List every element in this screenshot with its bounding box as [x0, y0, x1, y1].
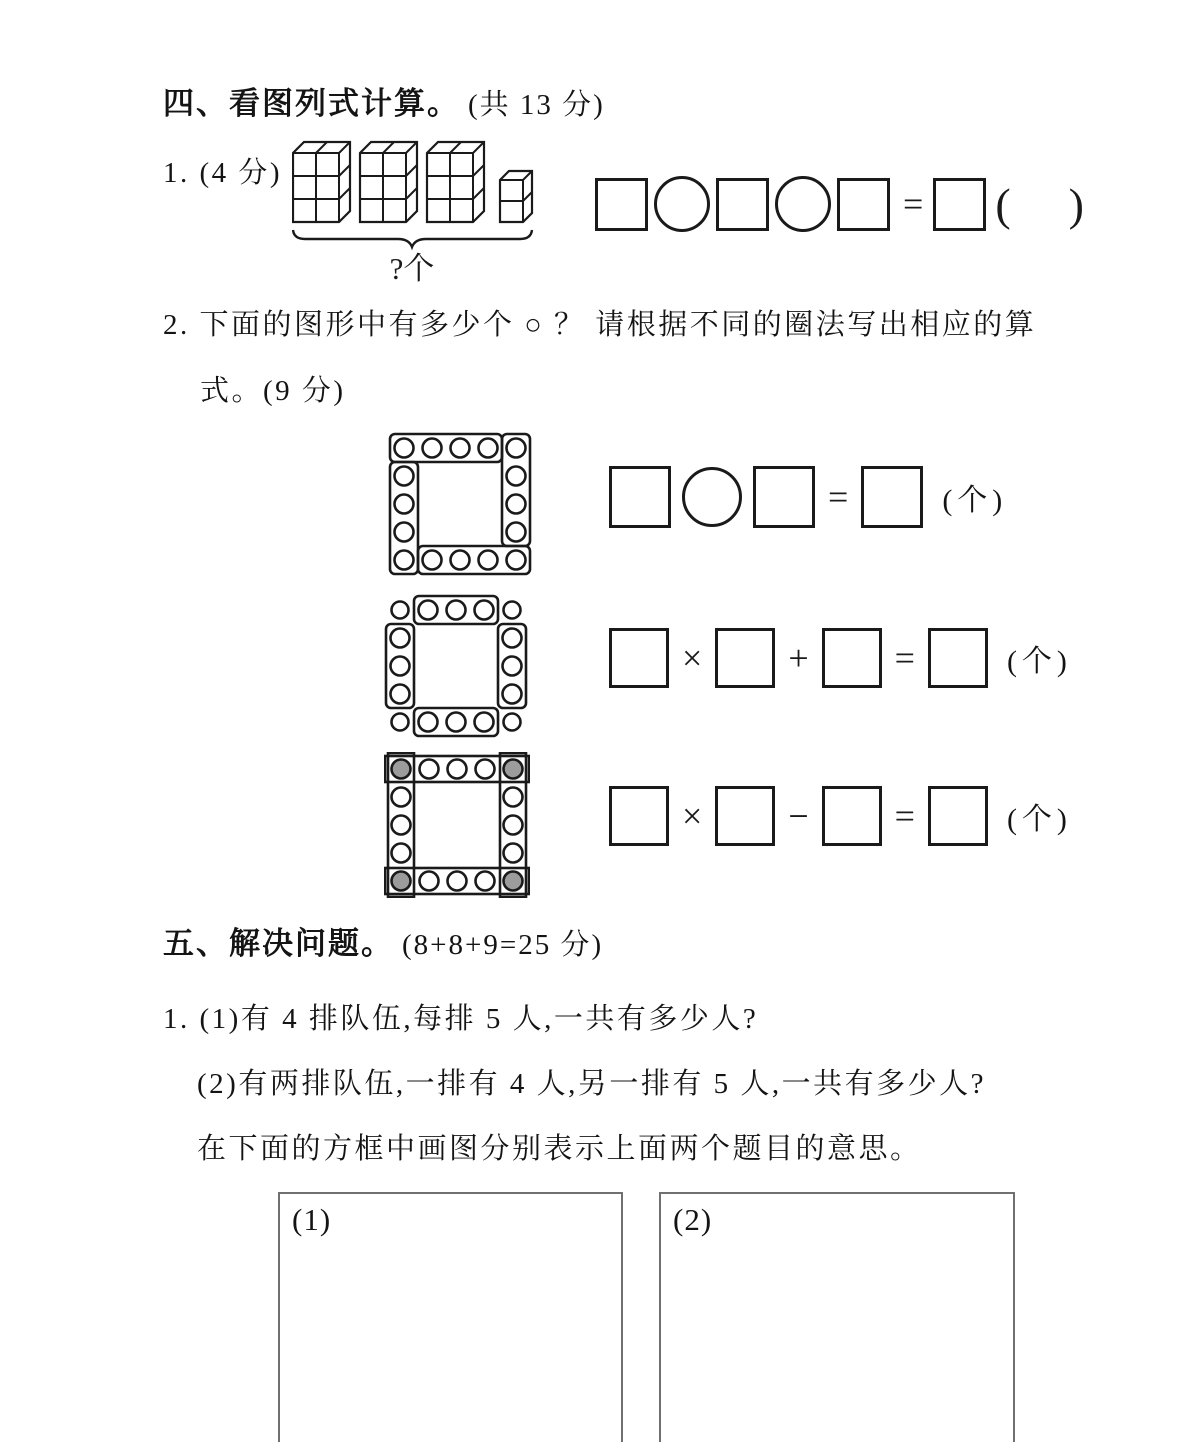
answer-box[interactable] [822, 628, 882, 688]
drawing-box-2[interactable] [659, 1192, 1015, 1442]
answer-box[interactable] [837, 178, 890, 231]
equals-sign: = [828, 477, 849, 517]
cube-block-large-2 [360, 142, 417, 222]
circles [395, 439, 526, 570]
result-box[interactable] [928, 628, 988, 688]
equals-sign: = [894, 638, 915, 678]
q1-part2-text: (2)有两排队伍,一排有 4 人,另一排有 5 人,一共有多少人? [197, 1068, 986, 1100]
cube-block-large-3 [427, 142, 484, 222]
drawing-box-1-label: (1) [292, 1202, 332, 1237]
plus-sign: + [788, 638, 809, 678]
cube-block-large-1 [293, 142, 350, 222]
answer-box[interactable] [609, 466, 671, 528]
q2-text-line2: 式。(9 分) [200, 375, 346, 407]
section5-header [163, 918, 603, 963]
times-sign: × [682, 638, 703, 678]
close-paren: ) [1068, 178, 1084, 230]
circle-grid-figure-sides [384, 594, 529, 739]
answer-box[interactable] [595, 178, 648, 231]
q1-instruction-text: 在下面的方框中画图分别表示上面两个题目的意思。 [197, 1133, 922, 1165]
cube-blocks-figure [292, 140, 544, 286]
answer-box[interactable] [753, 466, 815, 528]
section4-title: 四、看图列式计算。 [163, 86, 460, 121]
answer-box[interactable] [822, 786, 882, 846]
brace-label: ?个 [389, 251, 435, 286]
circle-grid-figure-overlap [384, 752, 530, 898]
section5-score: (8+8+9=25 分) [402, 929, 604, 961]
answer-box[interactable] [609, 628, 669, 688]
q2-text-line1: 2. 下面的图形中有多少个 ○ ？ 请根据不同的圈法写出相应的算 [163, 309, 1037, 341]
operation-circle[interactable] [682, 467, 742, 527]
answer-box[interactable] [715, 628, 775, 688]
q2-equation-2 [606, 628, 1072, 688]
unit-label: (个) [1006, 803, 1072, 836]
minus-sign: − [788, 796, 809, 836]
q1-equation [592, 176, 1084, 232]
answer-box[interactable] [716, 178, 769, 231]
cube-block-small [500, 171, 532, 222]
open-paren: ( [995, 178, 1011, 230]
section5-title: 五、解决问题。 [163, 926, 394, 961]
circles [391, 601, 522, 732]
circle-grid-figure-pinwheel [388, 432, 533, 577]
drawing-box-1[interactable] [278, 1192, 623, 1442]
unit-label: (个) [942, 484, 1008, 517]
drawing-box-2-label: (2) [673, 1202, 713, 1237]
answer-box[interactable] [609, 786, 669, 846]
equals-sign: = [903, 184, 924, 224]
answer-box[interactable] [715, 786, 775, 846]
q2-equation-1 [606, 466, 1007, 528]
unit-label: (个) [1006, 645, 1072, 678]
section4-score: (共 13 分) [468, 89, 605, 121]
brace [293, 230, 532, 247]
times-sign: × [682, 796, 703, 836]
result-box[interactable] [933, 178, 986, 231]
result-box[interactable] [861, 466, 923, 528]
result-box[interactable] [928, 786, 988, 846]
section4-header [163, 78, 605, 123]
equals-sign: = [894, 796, 915, 836]
q1-label: 1. (4 分) [163, 157, 283, 189]
q1-part1-text: 1. (1)有 4 排队伍,每排 5 人,一共有多少人? [163, 1003, 759, 1035]
operation-circle[interactable] [775, 176, 831, 232]
circles [392, 760, 523, 891]
operation-circle[interactable] [654, 176, 710, 232]
q2-equation-3 [606, 786, 1072, 846]
